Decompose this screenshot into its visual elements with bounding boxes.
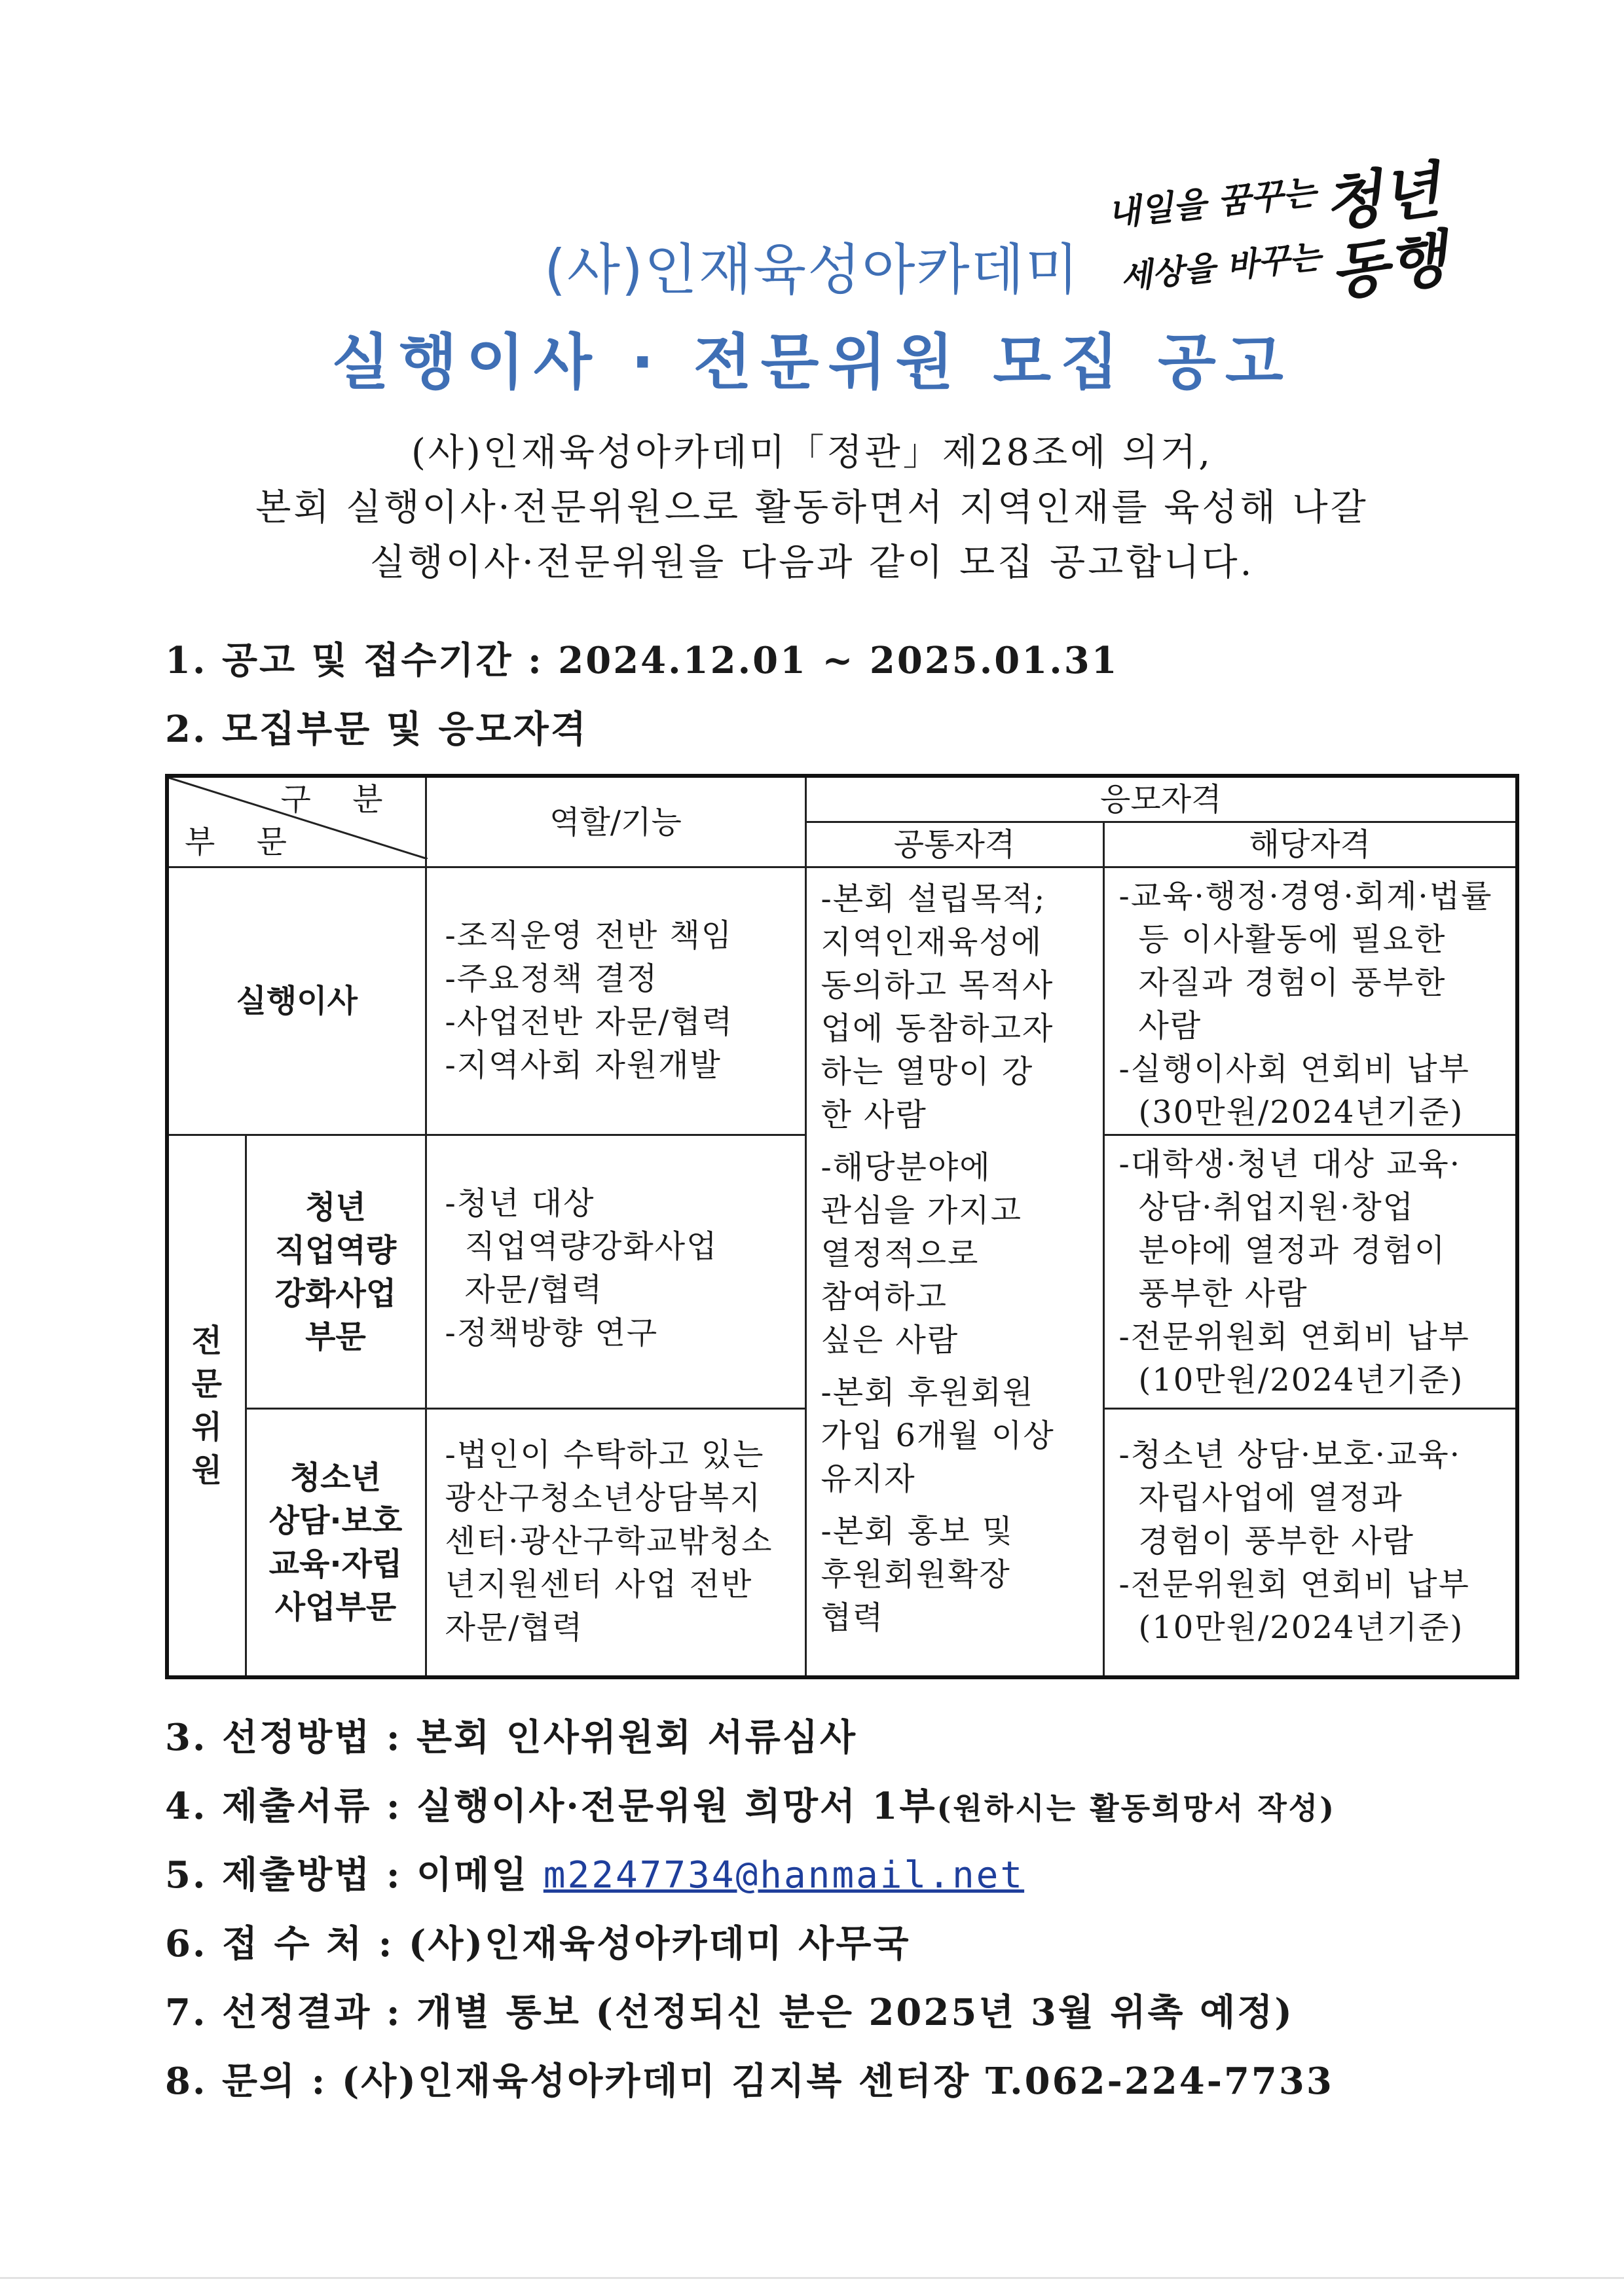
intro-line: 본회 실행이사·전문위원으로 활동하면서 지역인재를 육성해 나갈: [255, 486, 1369, 529]
sector-name-line: 교육·자립: [268, 1545, 403, 1582]
common-line: 참여하고: [821, 1279, 948, 1315]
submission-label: 5. 제출방법 : 이메일: [165, 1853, 544, 1897]
common-line: -본회 설립목적;: [821, 881, 1046, 917]
item-inquiry: 8. 문의 : (사)인재육성아카데미 김지복 센터장 T.062-224-7733: [165, 2060, 1334, 2103]
sector-name-line: 강화사업: [274, 1275, 397, 1312]
specific-line: (10만원/2024년기준): [1138, 1362, 1464, 1398]
item-selection-result: 7. 선정결과 : 개별 통보 (선정되신 분은 2025년 3월 위촉 예정): [165, 1991, 1294, 2034]
teen-specific-qualifications: [1103, 1409, 1517, 1677]
item-documents: [165, 1777, 1336, 1830]
executive-roles: [426, 867, 805, 1135]
scan-edge-line: [0, 2277, 1624, 2279]
common-line: 열정적으로: [821, 1235, 980, 1272]
common-line: 관심을 가지고: [821, 1192, 1022, 1229]
specific-line: 분야에 열정과 경험이: [1138, 1232, 1447, 1269]
specific-line: 등 이사활동에 필요한: [1138, 921, 1447, 958]
header-division-label: 구 분: [280, 781, 399, 818]
intro-paragraph: [0, 426, 1624, 591]
sector-name-line: 청년: [305, 1188, 366, 1226]
intro-line: (사)인재육성아카데미「정관」제28조에 의거,: [411, 431, 1213, 474]
role-line: 자문/협력: [445, 1609, 584, 1646]
role-line: 년지원센터 사업 전반: [445, 1566, 753, 1603]
slogan-line2-text: 세상을 바꾸는: [1118, 238, 1323, 297]
item-sectors-heading: 2. 모집부문 및 응모자격: [165, 708, 588, 751]
specific-line: 경험이 풍부한 사람: [1138, 1523, 1414, 1559]
role-line: -주요정책 결정: [445, 960, 659, 997]
role-line: -조직운영 전반 책임: [445, 917, 733, 954]
intro-line: 실행이사·전문위원을 다음과 같이 모집 공고합니다.: [369, 541, 1255, 584]
common-line: -본회 홍보 및: [821, 1513, 1014, 1550]
common-line: -해당분야에: [821, 1149, 991, 1186]
header-qualification: 응모자격: [805, 776, 1517, 822]
header-division-cell: [167, 776, 426, 867]
slogan-line1-text: 내일을 꿈꾸는: [1105, 173, 1318, 234]
common-line: 협력: [821, 1599, 885, 1636]
header-common: 공통자격: [805, 822, 1103, 867]
recruitment-table: [165, 774, 1515, 1664]
expert-char: 문: [191, 1365, 222, 1402]
specific-line: -대학생·청년 대상 교육·: [1118, 1146, 1462, 1182]
documents-main: 4. 제출서류 : 실행이사·전문위원 희망서 1부: [165, 1785, 937, 1828]
youth-specific-qualifications: [1103, 1135, 1517, 1409]
organization-name: (사)인재육성아카데미: [544, 238, 1080, 302]
specific-line: -전문위원회 연회비 납부: [1118, 1319, 1470, 1355]
sector-teen: [246, 1409, 426, 1677]
header-role: 역할/기능: [426, 776, 805, 867]
common-line: 가입 6개월 이상: [821, 1417, 1055, 1454]
specific-line: 자립사업에 열정과: [1138, 1480, 1403, 1516]
role-line: 직업역량강화사업: [464, 1228, 718, 1265]
role-line: 광산구청소년상담복지: [445, 1480, 762, 1516]
expert-char: 위: [191, 1408, 222, 1446]
teen-roles: [426, 1409, 805, 1677]
common-line: 한 사람: [821, 1097, 927, 1133]
specific-line: 풍부한 사람: [1138, 1275, 1308, 1312]
sector-name-line: 부문: [305, 1318, 366, 1355]
header-specific: 해당자격: [1103, 822, 1517, 867]
specific-line: 사람: [1138, 1008, 1202, 1044]
document-title: 실행이사 · 전문위원 모집 공고: [331, 327, 1293, 397]
specific-line: -교육·행정·경영·회계·법률: [1118, 878, 1493, 915]
role-line: -지역사회 자원개발: [445, 1047, 722, 1084]
role-line: -사업전반 자문/협력: [445, 1004, 734, 1040]
sector-executive-director: 실행이사: [167, 867, 426, 1135]
documents-note: (원하시는 활동희망서 작성): [936, 1791, 1336, 1826]
role-line: -법인이 수탁하고 있는: [445, 1436, 765, 1473]
role-line: -정책방향 연구: [445, 1315, 659, 1351]
expert-char: 원: [191, 1451, 222, 1489]
common-qualifications: [805, 867, 1103, 1677]
item-reception: 6. 접 수 처 : (사)인재육성아카데미 사무국: [165, 1922, 911, 1965]
youth-roles: [426, 1135, 805, 1409]
specific-line: -실행이사회 연회비 납부: [1118, 1051, 1470, 1087]
common-line: 업에 동참하고자: [821, 1010, 1054, 1047]
common-line: 싶은 사람: [821, 1322, 959, 1358]
role-line: 센터·광산구학교밖청소: [445, 1523, 773, 1559]
specific-line: (30만원/2024년기준): [1138, 1094, 1464, 1131]
specific-line: (10만원/2024년기준): [1138, 1609, 1464, 1646]
slogan-line2-emphasis: 동행: [1325, 223, 1451, 309]
common-line: 후원회원확장: [821, 1556, 1011, 1593]
expert-char: 전: [191, 1322, 222, 1359]
common-line: -본회 후원회원: [821, 1374, 1035, 1411]
specific-line: -전문위원회 연회비 납부: [1118, 1566, 1470, 1603]
common-line: 지역인재육성에: [821, 924, 1043, 960]
specific-line: 상담·취업지원·창업: [1138, 1189, 1414, 1226]
sector-name-line: 사업부문: [274, 1588, 397, 1626]
slogan-line1-emphasis: 청년: [1319, 155, 1445, 240]
item-selection-method: 3. 선정방법 : 본회 인사위원회 서류심사: [165, 1716, 858, 1759]
common-line: 유지자: [821, 1461, 916, 1497]
executive-specific-qualifications: [1103, 867, 1517, 1135]
sector-expert-committee: [167, 1135, 246, 1677]
item-period: 1. 공고 및 접수기간 : 2024.12.01 ~ 2025.01.31: [165, 639, 1119, 682]
sector-name-line: 상담·보호: [268, 1502, 403, 1539]
sector-name-line: 청소년: [289, 1459, 382, 1496]
sector-youth: [246, 1135, 426, 1409]
item-submission-method: [165, 1846, 1024, 1899]
role-line: -청년 대상: [445, 1185, 595, 1222]
sector-name-line: 직업역량: [274, 1231, 397, 1269]
specific-line: 자질과 경험이 풍부한: [1138, 964, 1447, 1001]
common-line: 하는 열망이 강: [821, 1053, 1034, 1090]
role-line: 자문/협력: [464, 1271, 604, 1308]
common-line: 동의하고 목적사: [821, 967, 1054, 1004]
header-sector-label: 부 문: [185, 824, 303, 860]
email-link[interactable]: m2247734@hanmail.net: [543, 1854, 1025, 1897]
specific-line: -청소년 상담·보호·교육·: [1118, 1436, 1462, 1473]
